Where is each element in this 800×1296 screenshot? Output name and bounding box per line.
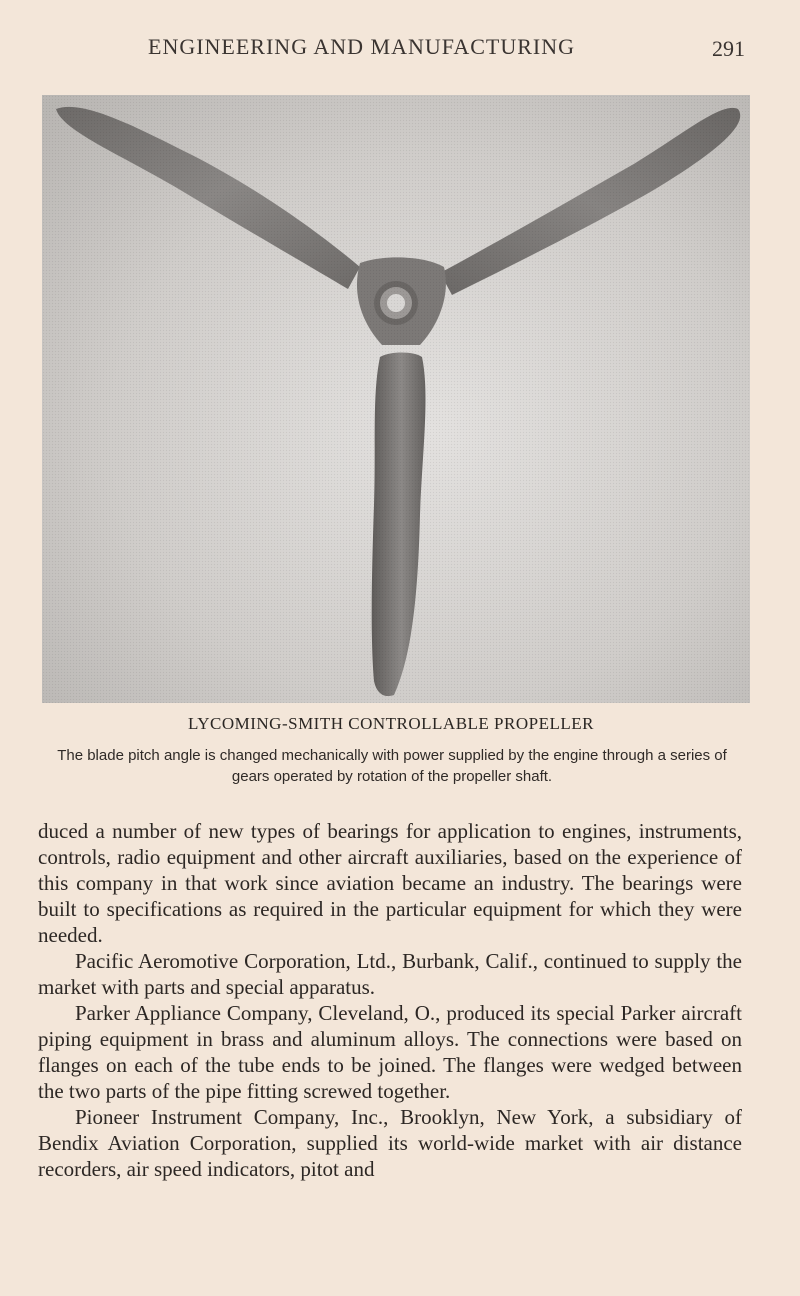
- body-text: [38, 818, 742, 1182]
- page-number: 291: [712, 36, 745, 61]
- propeller-photo: [42, 95, 750, 703]
- propeller-illustration: [42, 95, 750, 703]
- caption-text: The blade pitch angle is changed mechanically with power supplied by the engine through a series of gears operated by rotation of the propeller shaft.: [57, 747, 727, 785]
- caption-title: LYCOMING-SMITH CONTROLLABLE PROPELLER: [188, 714, 594, 733]
- running-title: ENGINEERING AND MANUFACTURING: [148, 34, 576, 59]
- paragraph: Pacific Aeromotive Corporation, Ltd., Burbank, Calif., continued to supply the market with parts and special apparatus.: [38, 949, 742, 999]
- paragraph: Pioneer Instrument Company, Inc., Brooklyn, New York, a subsidiary of Bendix Aviation Corporation, supplied its world-wide market with air distance recorders, air speed indicators, pitot and: [38, 1105, 742, 1181]
- paragraph: duced a number of new types of bearings for application to engines, instruments, controls, radio equipment and other aircraft auxiliaries, based on the experience of this company in that work since aviation became an industry. The bearings were built to specifications as required in the particular equipment for which they were needed.: [38, 819, 742, 947]
- running-head: [0, 30, 800, 64]
- paragraph: Parker Appliance Company, Cleveland, O., produced its special Parker aircraft piping equipment in brass and aluminum alloys. The connections were based on flanges on each of the tube ends to be joined. The flanges were wedged between the two parts of the pipe fitting screwed together.: [38, 1001, 742, 1103]
